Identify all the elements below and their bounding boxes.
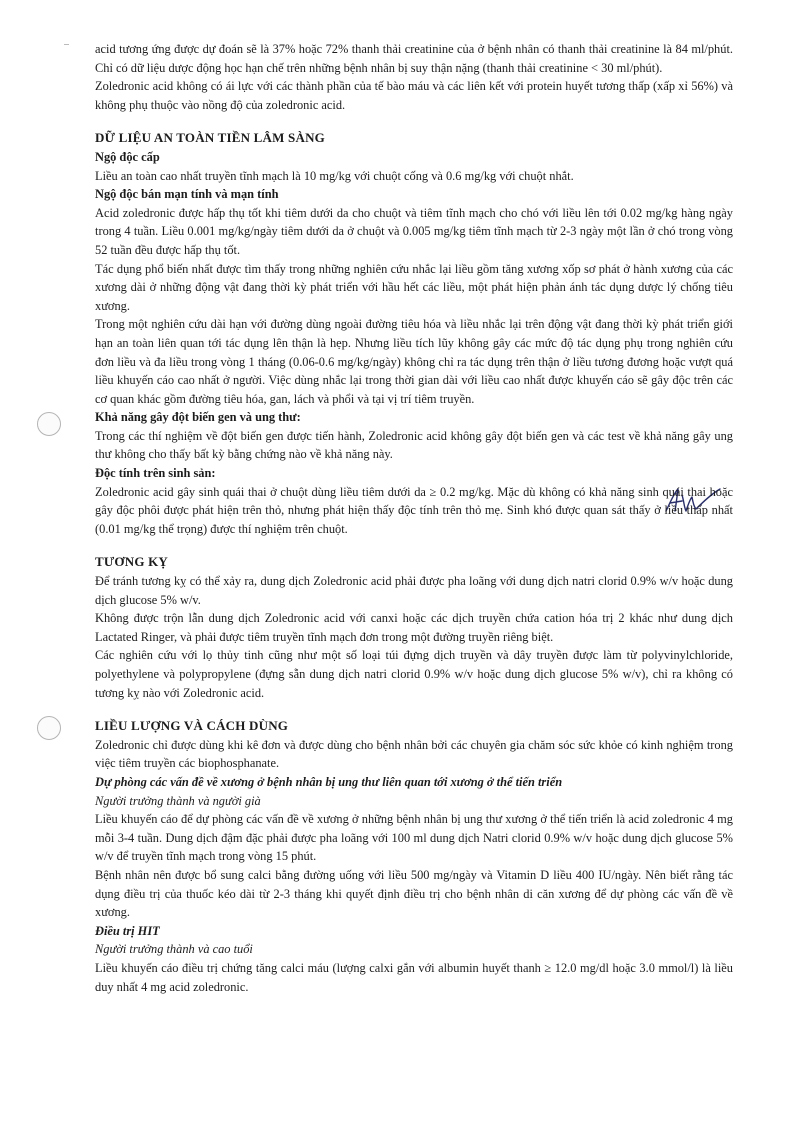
punch-hole <box>37 412 61 436</box>
section-heading: LIỀU LƯỢNG VÀ CÁCH DÙNG <box>95 718 289 734</box>
document-body <box>95 40 733 996</box>
italic-subheading: Người trưởng thành và cao tuổi <box>95 942 253 957</box>
body-paragraph: Không được trộn lẫn dung dịch Zoledronic acid với canxi hoặc các dịch truyền chứa cation hóa trị 2 khác như dung dịch Lactated Ringer, và phải được tiêm truyền tĩnh mạch đơn trong một đường truyền riêng biệt. <box>95 611 733 644</box>
subsection-heading: Ngộ độc cấp <box>95 149 160 164</box>
body-paragraph: Tác dụng phổ biến nhất được tìm thấy trong những nghiên cứu nhắc lại liều gồm tăng xương xốp sơ phát ở hành xương của các xương dài ở những động vật đang thời kỳ phát triển với hầu hết các liều, một phát hiện phản ánh tác dụng dược lý chống tiêu xương. <box>95 261 733 313</box>
body-paragraph: Để tránh tương kỵ có thể xảy ra, dung dịch Zoledronic acid phải được pha loãng với dung dịch natri clorid 0.9% w/v hoặc dung dịch glucose 5% w/v. <box>95 574 733 607</box>
body-paragraph: Bệnh nhân nên được bổ sung calci bằng đường uống với liều 500 mg/ngày và Vitamin D liều 400 IU/ngày. Nên biết rằng tác dụng điều trị của thuốc kéo dài từ 2-3 tháng khi quyết định điều trị cho bệnh nhân di căn xương để dự phòng các vấn đề về xương. <box>95 867 733 920</box>
subsection-heading-italic: Điều trị HIT <box>95 923 160 938</box>
body-paragraph: Zoledronic chỉ được dùng khi kê đơn và được dùng cho bệnh nhân bởi các chuyên gia chăm sóc sức khỏe có kinh nghiệm trong việc tiêm truyền các biophosphanate. <box>95 737 733 771</box>
body-paragraph: acid tương ứng được dự đoán sẽ là 37% hoặc 72% thanh thải creatinine của ở bệnh nhân có thanh thải creatinine là 84 ml/phút. Chỉ có dữ liệu dược động học hạn chế trên những bệnh nhân bị suy thận nặng (thanh thải creatinine < 30 ml/phút). <box>95 42 733 75</box>
section-heading: DỮ LIỆU AN TOÀN TIỀN LÂM SÀNG <box>95 130 325 146</box>
body-paragraph: Trong các thí nghiệm về đột biến gen được tiến hành, Zoledronic acid không gây đột biến gen và các test về khả năng gây ung thư không cho thấy bất kỳ bằng chứng nào về khả năng này. <box>95 428 733 462</box>
body-paragraph: Các nghiên cứu với lọ thủy tinh cũng như một số loại túi đựng dịch truyền và dây truyền được làm từ polyvinylchloride, polyethylene và polypropylene (đựng sẵn dung dịch natri clorid 0.9% w/v hoặc dung dịch glucose 5% w/v), chỉ ra không có tương kỵ nào với Zoledronic acid. <box>95 648 733 700</box>
subsection-heading: Độc tính trên sinh sản: <box>95 466 216 481</box>
subsection-heading: Khả năng gây đột biến gen và ung thư: <box>95 410 301 425</box>
subsection-heading: Ngộ độc bán mạn tính và mạn tính <box>95 187 279 202</box>
body-paragraph: Zoledronic acid gây sinh quái thai ở chuột dùng liều tiêm dưới da ≥ 0.2 mg/kg. Mặc dù không có khả năng sinh quái thai hoặc gây độc phôi được phát hiện trên thỏ, nhưng phát hiện thấy độc tính trên thỏ mẹ. Sinh khó được quan sát thấy ở liều thấp nhất (0.01 mg/kg thể trọng) được thí nghiệm trên chuột. <box>95 484 733 536</box>
body-paragraph: Liều khuyến cáo để dự phòng các vấn đề về xương ở những bệnh nhân bị ung thư xương ở thể tiến triển là acid zoledronic 4 mg mỗi 3-4 tuần. Dung dịch đậm đặc phải được pha loãng với 100 ml dung dịch Natri clorid 0.9% w/v hoặc dung dịch glucose 5% w/v để truyền tĩnh mạch trong vòng 15 phút. <box>95 812 733 864</box>
subsection-heading-italic: Dự phòng các vấn đề về xương ở bệnh nhân bị ung thư liên quan tới xương ở thể tiến triển <box>95 774 563 789</box>
scan-mark <box>64 44 69 45</box>
italic-subheading: Người trưởng thành và người già <box>95 793 261 808</box>
body-paragraph: Acid zoledronic được hấp thụ tốt khi tiêm dưới da cho chuột và tiêm tĩnh mạch cho chó với liều lên tới 0.02 mg/kg hàng ngày trong 4 tuần. Liều 0.001 mg/kg/ngày tiêm dưới da ở chuột và 0.005 mg/kg tiêm tĩnh mạch từ 2-3 ngày một lần ở chó trong vòng 52 tuần đều được hấp thụ tốt. <box>95 205 733 257</box>
body-paragraph: Trong một nghiên cứu dài hạn với đường dùng ngoài đường tiêu hóa và liều nhắc lại trên động vật đang thời kỳ phát triển giới hạn an toàn liên quan tới tác dụng lên thận là hẹp. Nhưng liều tích lũy không gây các mức độ tác dụng phụ trong nghiên cứu đơn liều và đa liều trong vòng 1 tháng (0.06-0.6 mg/kg/ngày) không chỉ ra tác dụng trên thận ở liều tương đương hoặc vượt quá liều khuyến cáo cao nhất ở người. Việc dùng nhắc lại trong thời gian dài với liều cao nhất được khuyến cáo sẽ gây độc trên các cơ quan khác gồm đường tiêu hóa, gan, lách và phổi và tại vị trí tiêm truyền. <box>95 317 733 406</box>
punch-hole <box>37 716 61 740</box>
body-paragraph: Liều an toàn cao nhất truyền tĩnh mạch là 10 mg/kg với chuột cống và 0.6 mg/kg với chuột nhắt. <box>95 168 574 183</box>
section-heading: TƯƠNG KỴ <box>95 554 168 570</box>
body-paragraph: Liều khuyến cáo điều trị chứng tăng calci máu (lượng calxi gắn với albumin huyết thanh ≥ 12.0 mg/dl hoặc 3.0 mmol/l) là liều duy nhất 4 mg acid zoledronic. <box>95 960 733 994</box>
body-paragraph: Zoledronic acid không có ái lực với các thành phần của tế bào máu và các liên kết với protein huyết tương thấp (xấp xỉ 56%) và không phụ thuộc vào nồng độ của zoledronic acid. <box>95 79 733 112</box>
